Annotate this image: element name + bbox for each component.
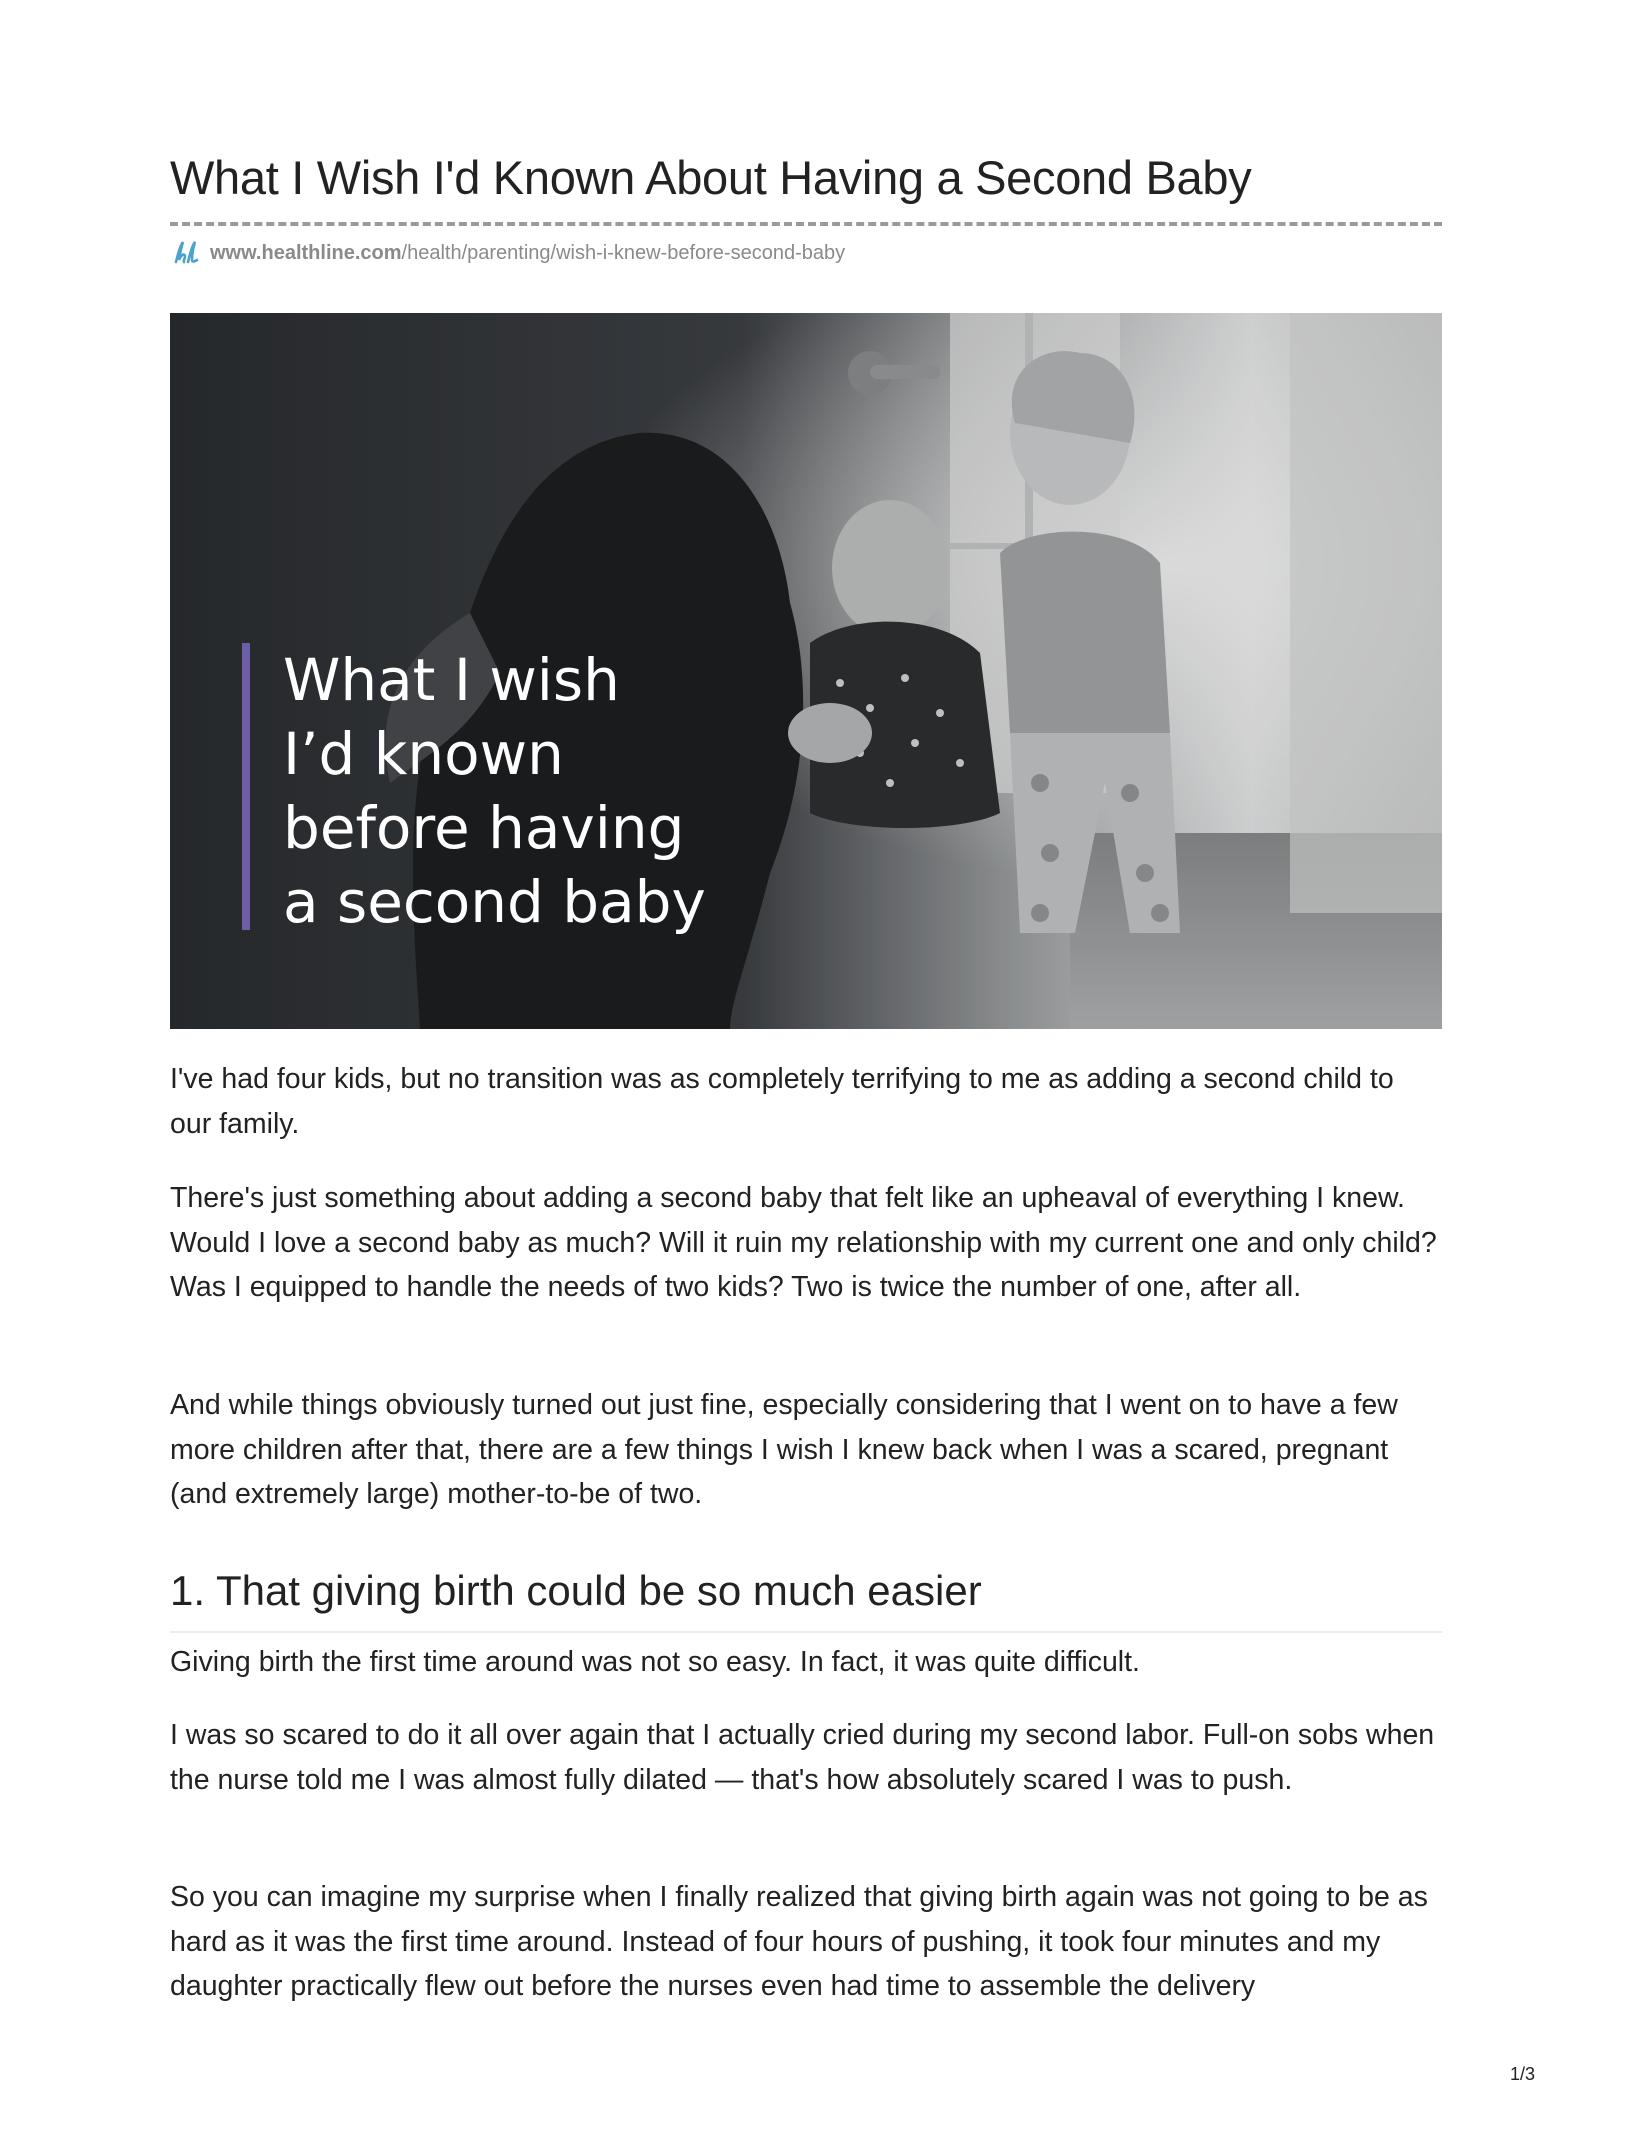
paragraph: Giving birth the first time around was not so easy. In fact, it was quite difficult. — [170, 1646, 1140, 1678]
hero-accent-bar — [242, 643, 250, 930]
page-number: 1/3 — [1510, 2064, 1536, 2084]
paragraph: There's just something about adding a second baby that felt like an upheaval of everything I knew. Would I love a second baby as much? Will it ruin my relationship with my current one and only child? Was I equipped to handle the needs of two kids? Two is twice the number of one, after all. — [170, 1182, 1437, 1303]
hero-line: I’d known — [283, 720, 564, 788]
source-line — [170, 238, 845, 268]
section-heading: 1. That giving birth could be so much easier — [170, 1567, 982, 1614]
paragraph: And while things obviously turned out just fine, especially considering that I went on to have a few more children after that, there are a few things I wish I knew back when I was a scared, pregnant (and extremely large) mother-to-be of two. — [170, 1389, 1398, 1510]
section-heading-divider — [170, 1631, 1442, 1633]
healthline-hl-icon — [170, 238, 200, 268]
hero-line: before having — [283, 794, 685, 862]
paragraph: I've had four kids, but no transition was as completely terrifying to me as adding a second child to our family. — [170, 1063, 1394, 1140]
hero-overlay-text — [283, 643, 706, 939]
hero-image — [170, 313, 1442, 1029]
article-title: What I Wish I'd Known About Having a Second Baby — [170, 151, 1252, 204]
title-dashed-divider — [170, 222, 1442, 226]
source-path: /health/parenting/wish-i-knew-before-second-baby — [401, 241, 846, 264]
paragraph: So you can imagine my surprise when I finally realized that giving birth again was not going to be as hard as it was the first time around. Instead of four hours of pushing, it took four minutes and my daughter practically flew out before the nurses even had time to assemble the delivery — [170, 1881, 1428, 2002]
paragraph: I was so scared to do it all over again that I actually cried during my second labor. Full-on sobs when the nurse told me I was almost fully dilated — that's how absolutely scared I was to push. — [170, 1719, 1435, 1796]
source-url-link[interactable] — [210, 242, 845, 265]
hero-line: a second baby — [283, 868, 706, 936]
source-domain: www.healthline.com — [210, 241, 402, 264]
hero-line: What I wish — [283, 646, 620, 714]
